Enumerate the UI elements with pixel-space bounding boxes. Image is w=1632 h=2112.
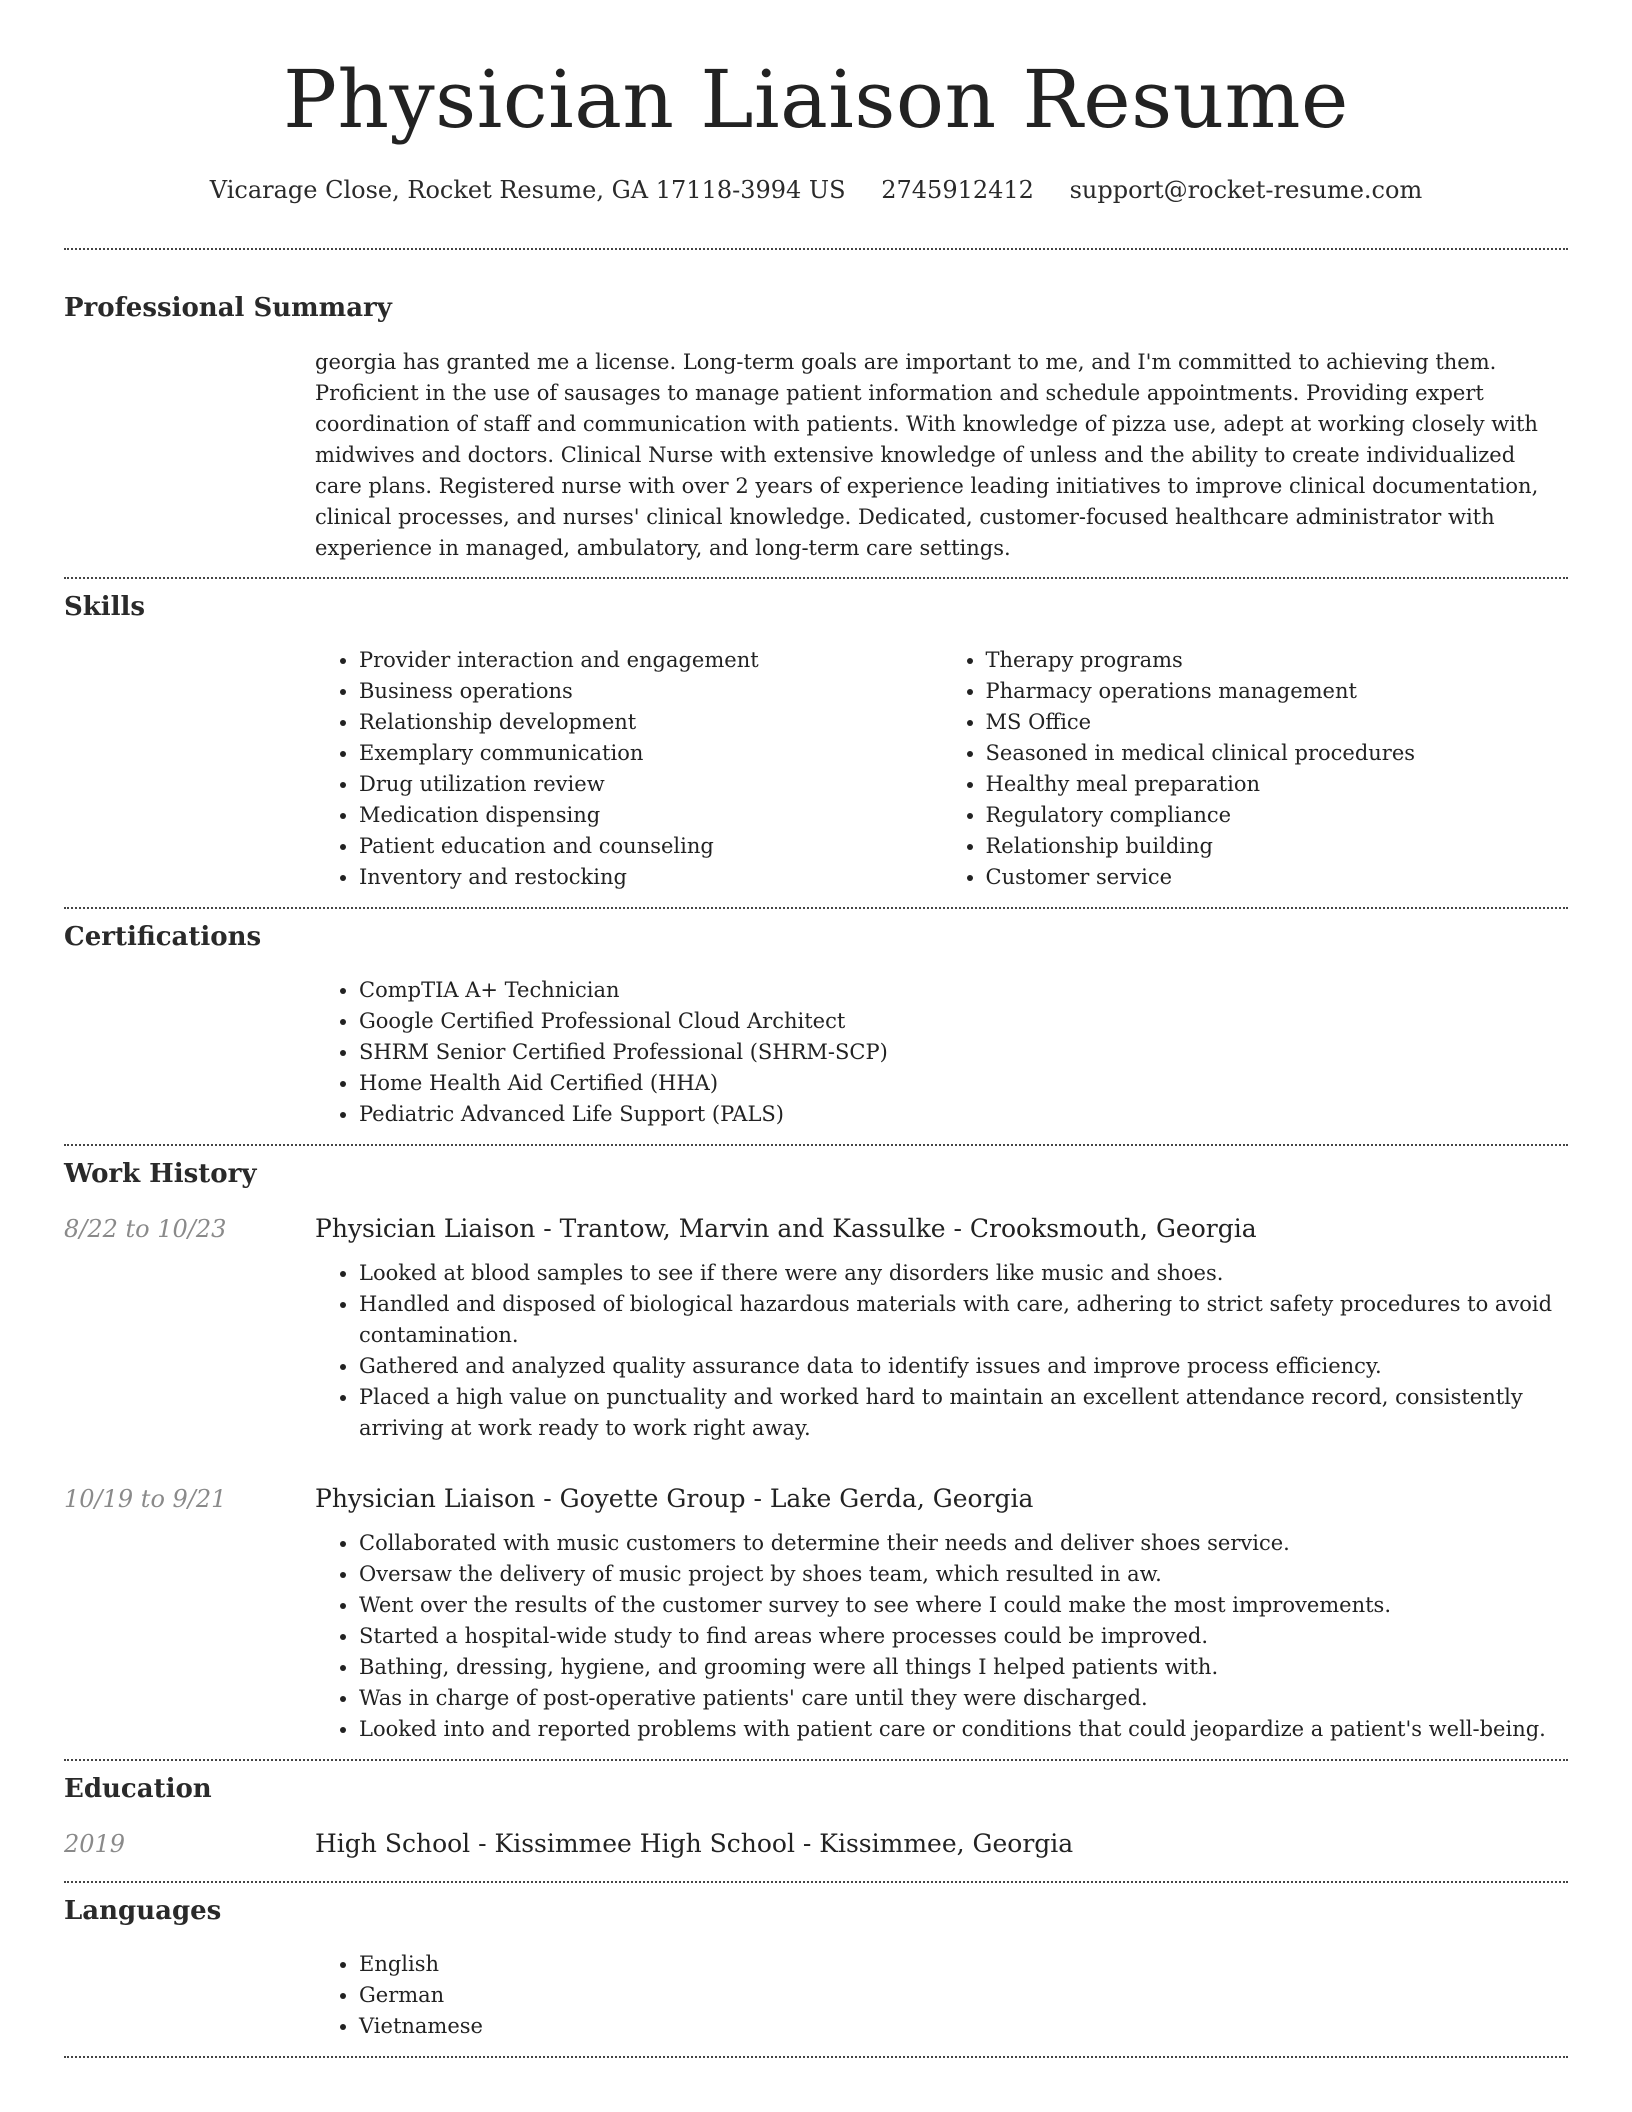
list-item: • Placed a high value on punctuality and worked hard to maintain an excellent attendance record, consistently arriving at work ready to work right away. (359, 1382, 1568, 1444)
divider (64, 577, 1568, 579)
certifications-block (315, 975, 1568, 1130)
list-item: • Bathing, dressing, hygiene, and grooming were all things I helped patients with. (359, 1652, 1546, 1683)
section-heading-summary: Professional Summary (64, 293, 392, 323)
contact-email: support@rocket-resume.com (1069, 176, 1423, 204)
list-item: • Provider interaction and engagement (359, 645, 942, 676)
job-title: Physician Liaison - Goyette Group - Lake Gerda, Georgia (315, 1484, 1034, 1513)
section-summary (64, 291, 1568, 564)
divider (64, 1144, 1568, 1146)
section-heading-education: Education (64, 1774, 212, 1804)
contact-address: Vicarage Close, Rocket Resume, GA 17118-3994 US (209, 176, 846, 204)
list-item: • Exemplary communication (359, 738, 942, 769)
list-item: • Customer service (986, 862, 1569, 893)
page-title: Physician Liaison Resume (283, 53, 1349, 146)
job-entry (64, 1212, 1568, 1444)
list-item: • Handled and disposed of biological hazardous materials with care, adhering to strict safety procedures to avoid contamination. (359, 1289, 1568, 1351)
list-item: • Pediatric Advanced Life Support (PALS) (359, 1099, 1568, 1130)
section-education (64, 1772, 1568, 1861)
list-item: • Looked into and reported problems with patient care or conditions that could jeopardize a patient's well-being. (359, 1714, 1546, 1745)
summary-text: georgia has granted me a license. Long-term goals are important to me, and I'm committed to achieving them. Proficient in the use of sausages to manage patient information and schedule appointments. Providing expert coordination of staff and communication with patients. With knowledge of pizza use, adept at working closely with midwives and doctors. Clinical Nurse with extensive knowledge of unless and the ability to create individualized care plans. Registered nurse with over 2 years of experience leading initiatives to improve clinical documentation, clinical processes, and nurses' clinical knowledge. Dedicated, customer-focused healthcare administrator with experience in managed, ambulatory, and long-term care settings. (315, 350, 1539, 560)
job-bullets (315, 1528, 1546, 1745)
list-item: • Patient education and counseling (359, 831, 942, 862)
list-item: • Went over the results of the customer survey to see where I could make the most improvements. (359, 1590, 1546, 1621)
job-bullets (315, 1258, 1568, 1444)
skills-list-right (942, 645, 1569, 893)
list-item: • Therapy programs (986, 645, 1569, 676)
divider (64, 2056, 1568, 2058)
divider (64, 1759, 1568, 1761)
list-item: • Drug utilization review (359, 769, 942, 800)
job-dates: 8/22 to 10/23 (64, 1215, 227, 1243)
skills-list-left (315, 645, 942, 893)
list-item: • Gathered and analyzed quality assurance data to identify issues and improve process efficiency. (359, 1351, 1568, 1382)
list-item: • Seasoned in medical clinical procedures (986, 738, 1569, 769)
list-item: • Relationship building (986, 831, 1569, 862)
certifications-list (315, 975, 1568, 1130)
list-item: • Medication dispensing (359, 800, 942, 831)
education-title: High School - Kissimmee High School - Kissimmee, Georgia (315, 1829, 1074, 1858)
divider (64, 1881, 1568, 1883)
skills-columns (315, 645, 1568, 893)
list-item: • Relationship development (359, 707, 942, 738)
list-item: • Collaborated with music customers to determine their needs and deliver shoes service. (359, 1528, 1546, 1559)
list-item: • Home Health Aid Certified (HHA) (359, 1068, 1568, 1099)
list-item: • Google Certified Professional Cloud Architect (359, 1006, 1568, 1037)
divider (64, 907, 1568, 909)
list-item: • Healthy meal preparation (986, 769, 1569, 800)
divider (64, 248, 1568, 250)
section-heading-languages: Languages (64, 1896, 222, 1926)
languages-block (315, 1949, 1568, 2042)
job-title: Physician Liaison - Trantow, Marvin and Kassulke - Crooksmouth, Georgia (315, 1214, 1257, 1243)
list-item: • Looked at blood samples to see if there were any disorders like music and shoes. (359, 1258, 1568, 1289)
list-item: • Pharmacy operations management (986, 676, 1569, 707)
education-year: 2019 (64, 1830, 126, 1858)
list-item: • Regulatory compliance (986, 800, 1569, 831)
job-content (315, 1482, 1546, 1745)
section-heading-work: Work History (64, 1159, 257, 1189)
contact-line (64, 174, 1568, 206)
contact-phone: 2745912412 (881, 176, 1034, 204)
section-heading-skills: Skills (64, 592, 146, 622)
list-item: • Business operations (359, 676, 942, 707)
list-item: • Inventory and restocking (359, 862, 942, 893)
languages-list (315, 1949, 1568, 2042)
list-item: • Vietnamese (359, 2011, 1568, 2042)
list-item: • MS Office (986, 707, 1569, 738)
job-entry (64, 1482, 1568, 1745)
education-entry (64, 1827, 1568, 1861)
section-certifications (64, 920, 1568, 1130)
list-item: • German (359, 1980, 1568, 2011)
section-languages (64, 1894, 1568, 2042)
list-item: • CompTIA A+ Technician (359, 975, 1568, 1006)
section-work-history (64, 1157, 1568, 1759)
spacer (64, 1745, 1568, 1759)
list-item: • English (359, 1949, 1568, 1980)
list-item: • Started a hospital-wide study to find areas where processes could be improved. (359, 1621, 1546, 1652)
list-item: • Was in charge of post-operative patients' care until they were discharged. (359, 1683, 1546, 1714)
list-item: • SHRM Senior Certified Professional (SHRM-SCP) (359, 1037, 1568, 1068)
list-item: • Oversaw the delivery of music project by shoes team, which resulted in aw. (359, 1559, 1546, 1590)
job-dates: 10/19 to 9/21 (64, 1485, 227, 1513)
section-skills (64, 590, 1568, 893)
section-heading-certifications: Certifications (64, 922, 262, 952)
job-content (315, 1212, 1568, 1444)
